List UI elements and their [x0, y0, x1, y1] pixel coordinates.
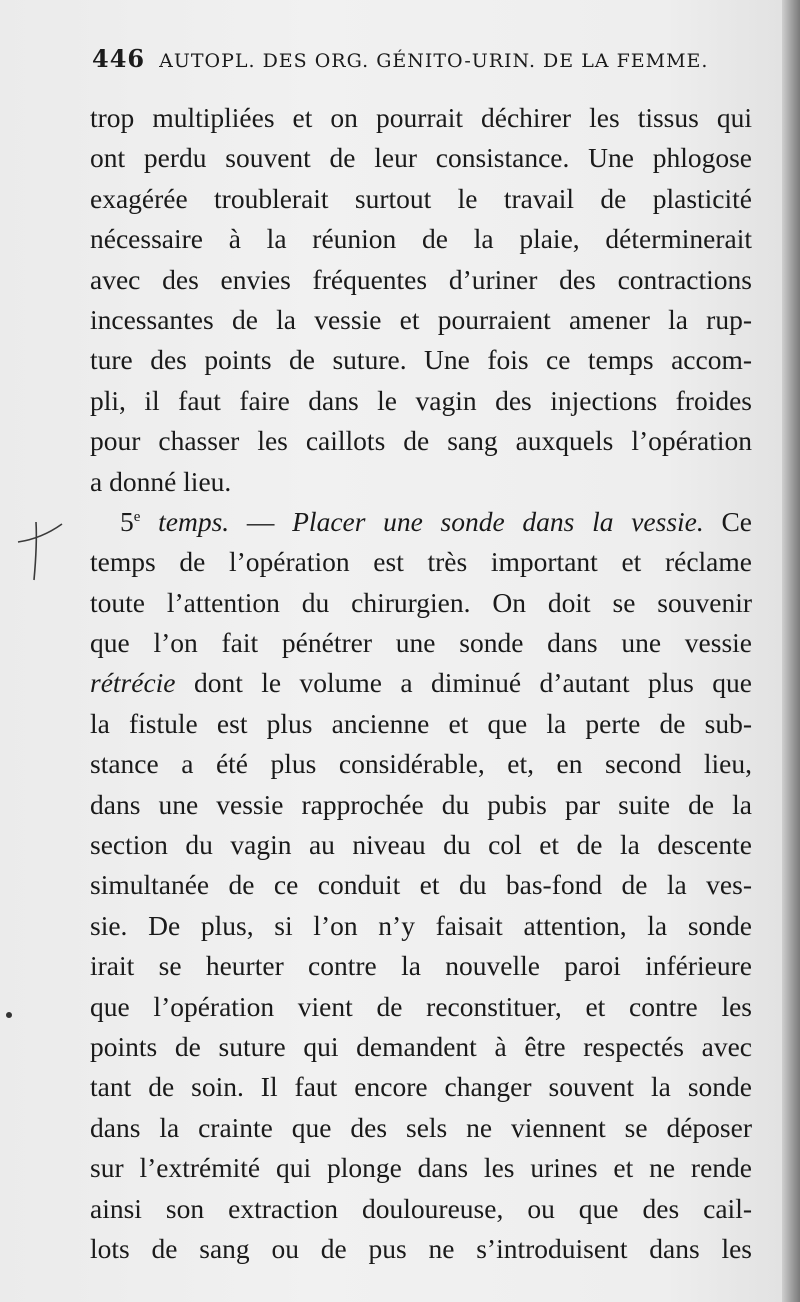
step-number-suffix: e [133, 508, 141, 525]
text-line: nécessaire à la réunion de la plaie, déterminerait [90, 223, 752, 255]
text-line: temps de l’opération est très important et réclame [90, 546, 752, 578]
running-header [92, 44, 709, 73]
text-line: que l’opération vient de reconstituer, et contre les [90, 990, 752, 1022]
text-line: ainsi son extraction douloureuse, ou que des cail- [90, 1192, 752, 1224]
handwritten-cross-mark-icon [14, 512, 66, 584]
text-line: dans une vessie rapprochée du pubis par suite de la [90, 788, 752, 820]
text-line: lots de sang ou de pus ne s’introduisent dans les [90, 1232, 752, 1264]
page-number: 446 [92, 44, 146, 73]
running-title: AUTOPL. DES ORG. GÉNITO-URIN. DE LA FEMME. [159, 50, 709, 72]
text-line: trop multipliées et on pourrait déchirer les tissus qui [90, 102, 752, 133]
text-line: points de suture qui demandent à être respectés avec [90, 1030, 752, 1062]
text-line: toute l’attention du chirurgien. On doit se souvenir [90, 586, 752, 618]
text-line: ont perdu souvent de leur consistance. Une phlogose [90, 142, 752, 174]
step-title: Placer une sonde dans la vessie. [292, 505, 704, 537]
text-line: pli, il faut faire dans le vagin des injections froides [90, 384, 752, 416]
text-line: tant de soin. Il faut encore changer souvent la sonde [90, 1071, 752, 1103]
section-heading-line [90, 502, 752, 542]
text-line: que l’on fait pénétrer une sonde dans une vessie [90, 627, 752, 659]
text-line: a donné lieu. [90, 465, 232, 497]
text-line: incessantes de la vessie et pourraient amener la rup- [90, 303, 752, 335]
text-line: avec des envies fréquentes d’uriner des contractions [90, 263, 752, 295]
text-line: sur l’extrémité qui plonge dans les urines et ne rende [90, 1152, 752, 1184]
step-label: temps. [158, 505, 230, 537]
step-first-line-end: Ce [721, 505, 753, 537]
text-line: simultanée de ce conduit et du bas-fond de la ves- [90, 869, 752, 901]
text-line-with-italic [90, 663, 752, 703]
text-line: dans la crainte que des sels ne viennent se déposer [90, 1111, 752, 1143]
ink-dot-icon [6, 1012, 12, 1018]
text-line: sie. De plus, si l’on n’y faisait attention, la sonde [90, 909, 752, 941]
text-line: pour chasser les caillots de sang auxquels l’opération [90, 425, 752, 457]
body-text [90, 98, 752, 1269]
step-number: 5 [120, 505, 134, 537]
text-line: la fistule est plus ancienne et que la perte de sub- [90, 707, 752, 739]
text-line: irait se heurter contre la nouvelle paroi inférieure [90, 950, 752, 982]
book-spine-shadow [782, 0, 800, 1302]
text-line: ture des points de suture. Une fois ce temps accom- [90, 344, 752, 376]
step-dash: — [246, 505, 275, 537]
line-remainder: dont le volume a diminué d’autant plus que [193, 667, 752, 699]
text-line: stance a été plus considérable, et, en second lieu, [90, 748, 752, 780]
text-line: section du vagin au niveau du col et de la descente [90, 829, 752, 861]
text-line: exagérée troublerait surtout le travail de plasticité [90, 182, 752, 214]
italic-word: rétrécie [90, 667, 176, 699]
